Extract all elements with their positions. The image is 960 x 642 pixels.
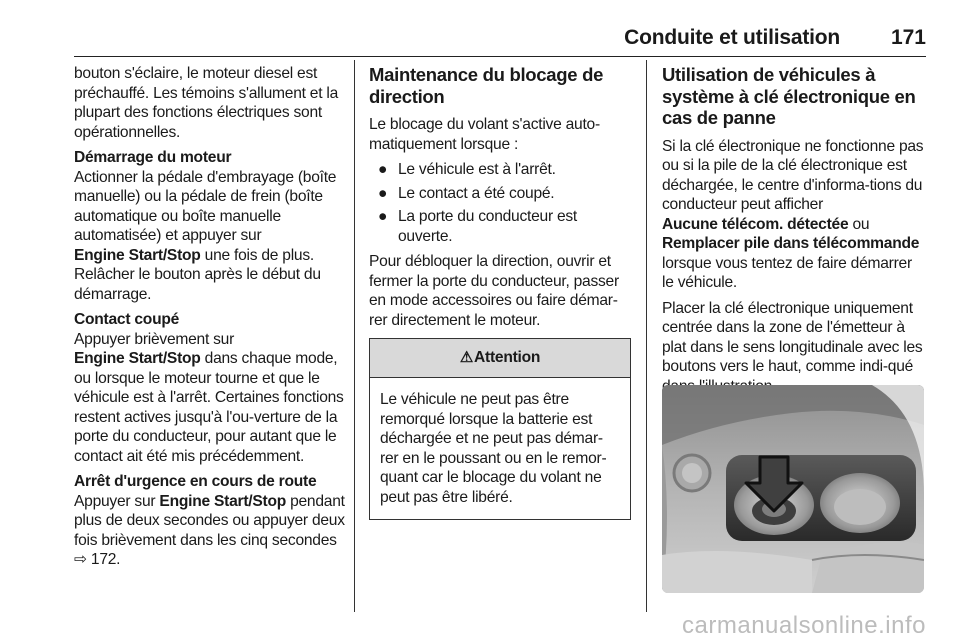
column-divider [646,60,647,612]
column-2 [369,64,631,520]
key-transmitter-illustration [662,385,924,593]
warning-icon: ⚠ [459,349,474,367]
page-number: 171 [890,26,926,49]
subheading: Démarrage du moteur [74,149,232,166]
warning-box [369,338,631,520]
text: lorsque vous tentez de faire démarrer le véhicule. [662,254,912,291]
page-ref[interactable]: 172. [86,551,121,568]
button-name: Engine Start/Stop [159,492,286,510]
section-heading: Maintenance du blocage de direction [369,64,604,107]
console-photo [662,385,924,593]
bullet-list [369,160,631,246]
warning-text: Le véhicule ne peut pas être remorqué lorsque la batterie est déchargée et ne peut pas démar‐rer en le poussant ou en le remor‐quant car le blocage du volant ne peut pas être libéré. [380,391,607,506]
button-name: Engine Start/Stop [74,246,201,264]
paragraph: Le blocage du volant s'active auto‐matiquement lorsque : [369,116,600,153]
text: Si la clé électronique ne fonctionne pas ou si la pile de la clé électronique est déchargée, le centre d'informa‐tions du conducteur peut afficher [662,137,924,213]
page-ref-icon: ⇨ [74,551,87,568]
text: une fois de plus. Relâcher le bouton après le début du démarrage. [74,246,321,303]
paragraph: Placer la clé électronique uniquement centrée dans la zone de l'émetteur à plat dans le sens longitudinale avec les boutons vers le haut, comme indi‐qué [662,299,923,375]
warning-title: Attention [474,349,541,367]
watermark: carmanualsonline.info [682,612,926,639]
bullet-icon: ● [378,184,388,202]
text: ou [848,215,870,233]
section-urgence [74,472,346,570]
bullet-icon: ● [378,208,388,225]
section-heading: Utilisation de véhicules à système à clé électronique en cas de panne [662,64,916,128]
section-demarrage [74,148,346,304]
list-item: ● Le véhicule est à l'arrêt. [378,161,556,178]
bullet-icon: ● [378,161,388,178]
text: Appuyer sur [74,492,160,510]
text: pendant plus de deux secondes ou appuyer deux fois brièvement dans les cinq secondes [74,492,345,549]
button-name: Engine Start/Stop [74,350,201,367]
subheading: Arrêt d'urgence en cours de route [74,473,317,490]
column-divider [354,60,355,612]
subheading: Contact coupé [74,311,180,328]
column-3 [662,64,926,402]
section-contact [74,310,346,466]
display-message: Aucune télécom. détectée [662,215,849,233]
list-item: ● Le contact a été coupé. [378,184,555,202]
list-item: ● La porte du conducteur est ouverte. [378,208,578,245]
display-message: Remplacer pile dans télécommande [662,235,920,252]
page-header [74,20,926,57]
section-title: Conduite et utilisation [624,26,840,49]
paragraph: Pour débloquer la direction, ouvrir et fermer la porte du conducteur, passer en mode accessoires ou faire démar‐rer directement le moteur. [369,253,619,329]
paragraph: bouton s'éclaire, le moteur diesel est préchauffé. Les témoins s'allument et la plupart des fonctions électriques sont opérationnelles. [74,65,339,141]
column-1 [74,64,346,576]
text: Appuyer brièvement sur [74,330,235,348]
text: Actionner la pédale d'embrayage (boîte manuelle) ou la pédale de frein (boîte automatique ou boîte manuelle automatisée) et appuyer sur [74,168,337,244]
warning-title-bar [370,339,630,378]
text: dans chaque mode, ou lorsque le moteur tourne et que le véhicule est à l'arrêt. Certaines fonctions restent actives jusqu'à l'ou‐verture de la porte du conducteur, pour autant que le contact ait été mis précédemment. [74,350,344,465]
